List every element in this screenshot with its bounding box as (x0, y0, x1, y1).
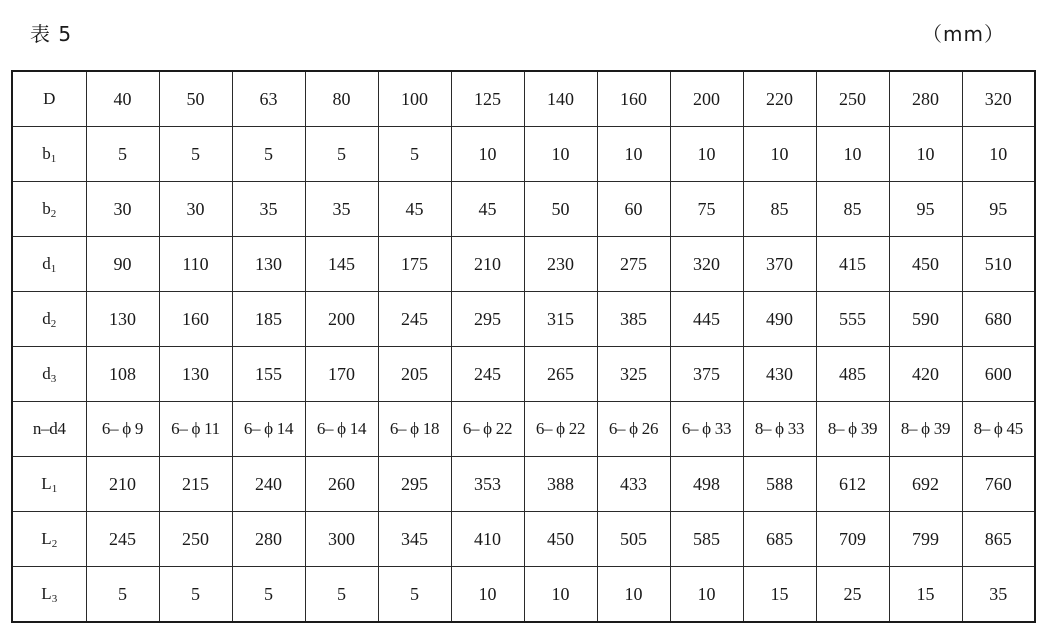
table-cell: 6– ϕ 26 (597, 402, 670, 457)
table-row (12, 127, 1035, 182)
row-label (12, 127, 86, 182)
table-cell: 510 (962, 237, 1035, 292)
table-cell: 6– ϕ 14 (305, 402, 378, 457)
table-cell: 410 (451, 512, 524, 567)
table-cell: 110 (159, 237, 232, 292)
table-cell: 315 (524, 292, 597, 347)
table-cell: 6– ϕ 22 (451, 402, 524, 457)
table-cell: 95 (889, 182, 962, 237)
table-cell: 555 (816, 292, 889, 347)
table-row (12, 71, 1035, 127)
table-caption: 表 5 (30, 22, 73, 46)
table-cell: 35 (232, 182, 305, 237)
table-cell: 10 (597, 567, 670, 623)
row-label-text: L (41, 584, 52, 603)
table-cell: 75 (670, 182, 743, 237)
table-cell: 325 (597, 347, 670, 402)
table-cell: 60 (597, 182, 670, 237)
row-label (12, 567, 86, 623)
table-row (12, 567, 1035, 623)
table-cell: 485 (816, 347, 889, 402)
table-cell: 45 (378, 182, 451, 237)
table-cell: 8– ϕ 39 (889, 402, 962, 457)
table-row (12, 347, 1035, 402)
table-cell: 90 (86, 237, 159, 292)
table-cell: 585 (670, 512, 743, 567)
row-label-text: d (42, 254, 51, 273)
table-row (12, 237, 1035, 292)
table-cell: 30 (159, 182, 232, 237)
row-label (12, 347, 86, 402)
table-cell: 160 (159, 292, 232, 347)
table-cell: 295 (378, 457, 451, 512)
row-label-subscript: 1 (50, 153, 57, 165)
table-cell: 5 (232, 127, 305, 182)
table-cell: 5 (86, 127, 159, 182)
table-cell: 85 (743, 182, 816, 237)
table-cell: 10 (524, 127, 597, 182)
table-cell: 8– ϕ 33 (743, 402, 816, 457)
table-cell: 108 (86, 347, 159, 402)
table-cell: 5 (305, 127, 378, 182)
table-cell: 15 (889, 567, 962, 623)
table-cell: 10 (670, 127, 743, 182)
row-label-text: L (41, 474, 52, 493)
table-cell: 433 (597, 457, 670, 512)
table-cell: 200 (305, 292, 378, 347)
table-cell: 155 (232, 347, 305, 402)
table-cell: 685 (743, 512, 816, 567)
table-cell: 490 (743, 292, 816, 347)
row-label-subscript: 2 (50, 318, 57, 330)
row-label-text: L (41, 529, 52, 548)
table-cell: 709 (816, 512, 889, 567)
table-cell: 230 (524, 237, 597, 292)
table-cell: 5 (159, 567, 232, 623)
table-cell: 5 (159, 127, 232, 182)
row-label-text: n–d4 (32, 419, 66, 438)
table-cell: 280 (232, 512, 305, 567)
table-cell: 140 (524, 71, 597, 127)
row-label (12, 237, 86, 292)
table-cell: 385 (597, 292, 670, 347)
table-cell: 430 (743, 347, 816, 402)
table-cell: 63 (232, 71, 305, 127)
table-cell: 420 (889, 347, 962, 402)
row-label (12, 182, 86, 237)
table-cell: 415 (816, 237, 889, 292)
table-cell: 6– ϕ 9 (86, 402, 159, 457)
table-cell: 5 (86, 567, 159, 623)
table-cell: 95 (962, 182, 1035, 237)
table-cell: 865 (962, 512, 1035, 567)
table-cell: 375 (670, 347, 743, 402)
table-cell: 10 (597, 127, 670, 182)
row-label (12, 292, 86, 347)
table-cell: 370 (743, 237, 816, 292)
table-row (12, 182, 1035, 237)
table-cell: 799 (889, 512, 962, 567)
table-cell: 220 (743, 71, 816, 127)
table-cell: 275 (597, 237, 670, 292)
table-cell: 130 (232, 237, 305, 292)
table-cell: 205 (378, 347, 451, 402)
table-cell: 210 (86, 457, 159, 512)
table-cell: 6– ϕ 33 (670, 402, 743, 457)
table-cell: 130 (159, 347, 232, 402)
table-cell: 245 (451, 347, 524, 402)
table-cell: 35 (962, 567, 1035, 623)
table-cell: 245 (86, 512, 159, 567)
row-label-subscript: 2 (50, 208, 57, 220)
table-cell: 260 (305, 457, 378, 512)
table-cell: 6– ϕ 22 (524, 402, 597, 457)
table-cell: 505 (597, 512, 670, 567)
row-label-subscript: 2 (51, 538, 58, 550)
table-cell: 250 (159, 512, 232, 567)
table-cell: 280 (889, 71, 962, 127)
table-cell: 8– ϕ 45 (962, 402, 1035, 457)
table-cell: 760 (962, 457, 1035, 512)
row-label-subscript: 1 (51, 483, 58, 495)
table-cell: 175 (378, 237, 451, 292)
table-cell: 10 (816, 127, 889, 182)
table-cell: 100 (378, 71, 451, 127)
table-cell: 345 (378, 512, 451, 567)
table-cell: 50 (524, 182, 597, 237)
table-cell: 50 (159, 71, 232, 127)
table-cell: 10 (451, 567, 524, 623)
table-cell: 590 (889, 292, 962, 347)
table-cell: 10 (889, 127, 962, 182)
row-label-text: D (43, 89, 56, 108)
table-cell: 295 (451, 292, 524, 347)
table-cell: 5 (378, 567, 451, 623)
table-cell: 6– ϕ 14 (232, 402, 305, 457)
table-cell: 388 (524, 457, 597, 512)
table-cell: 125 (451, 71, 524, 127)
table-cell: 588 (743, 457, 816, 512)
table-cell: 15 (743, 567, 816, 623)
table-cell: 85 (816, 182, 889, 237)
table-body (12, 71, 1035, 622)
table-cell: 6– ϕ 11 (159, 402, 232, 457)
table-cell: 215 (159, 457, 232, 512)
row-label-text: d (42, 309, 51, 328)
table-cell: 320 (670, 237, 743, 292)
row-label-text: b (42, 144, 51, 163)
table-cell: 680 (962, 292, 1035, 347)
table-cell: 170 (305, 347, 378, 402)
row-label-text: d (42, 364, 51, 383)
table-cell: 10 (524, 567, 597, 623)
row-label (12, 402, 86, 457)
table-cell: 600 (962, 347, 1035, 402)
table-cell: 612 (816, 457, 889, 512)
table-row (12, 402, 1035, 457)
table-cell: 245 (378, 292, 451, 347)
row-label-subscript: 3 (51, 593, 58, 605)
table-cell: 35 (305, 182, 378, 237)
dimension-table (11, 70, 1036, 623)
table-row (12, 457, 1035, 512)
table-cell: 10 (670, 567, 743, 623)
table-cell: 265 (524, 347, 597, 402)
table-cell: 450 (524, 512, 597, 567)
table-cell: 353 (451, 457, 524, 512)
table-cell: 30 (86, 182, 159, 237)
table-cell: 10 (962, 127, 1035, 182)
table-cell: 185 (232, 292, 305, 347)
table-cell: 45 (451, 182, 524, 237)
table-cell: 320 (962, 71, 1035, 127)
table-cell: 40 (86, 71, 159, 127)
table-cell: 5 (305, 567, 378, 623)
row-label (12, 457, 86, 512)
table-cell: 5 (232, 567, 305, 623)
table-row (12, 292, 1035, 347)
table-cell: 692 (889, 457, 962, 512)
row-label-subscript: 3 (50, 373, 57, 385)
table-cell: 445 (670, 292, 743, 347)
table-cell: 80 (305, 71, 378, 127)
table-cell: 300 (305, 512, 378, 567)
table-cell: 5 (378, 127, 451, 182)
table-cell: 10 (743, 127, 816, 182)
row-label-subscript: 1 (50, 263, 57, 275)
row-label-text: b (42, 199, 51, 218)
table-cell: 160 (597, 71, 670, 127)
table-row (12, 512, 1035, 567)
table-cell: 200 (670, 71, 743, 127)
table-cell: 10 (451, 127, 524, 182)
table-cell: 6– ϕ 18 (378, 402, 451, 457)
row-label (12, 512, 86, 567)
row-label (12, 71, 86, 127)
table-cell: 498 (670, 457, 743, 512)
table-cell: 240 (232, 457, 305, 512)
table-cell: 130 (86, 292, 159, 347)
table-cell: 25 (816, 567, 889, 623)
table-cell: 8– ϕ 39 (816, 402, 889, 457)
table-cell: 145 (305, 237, 378, 292)
table-cell: 250 (816, 71, 889, 127)
table-cell: 210 (451, 237, 524, 292)
unit-label: （mm） (922, 22, 1005, 46)
table-cell: 450 (889, 237, 962, 292)
